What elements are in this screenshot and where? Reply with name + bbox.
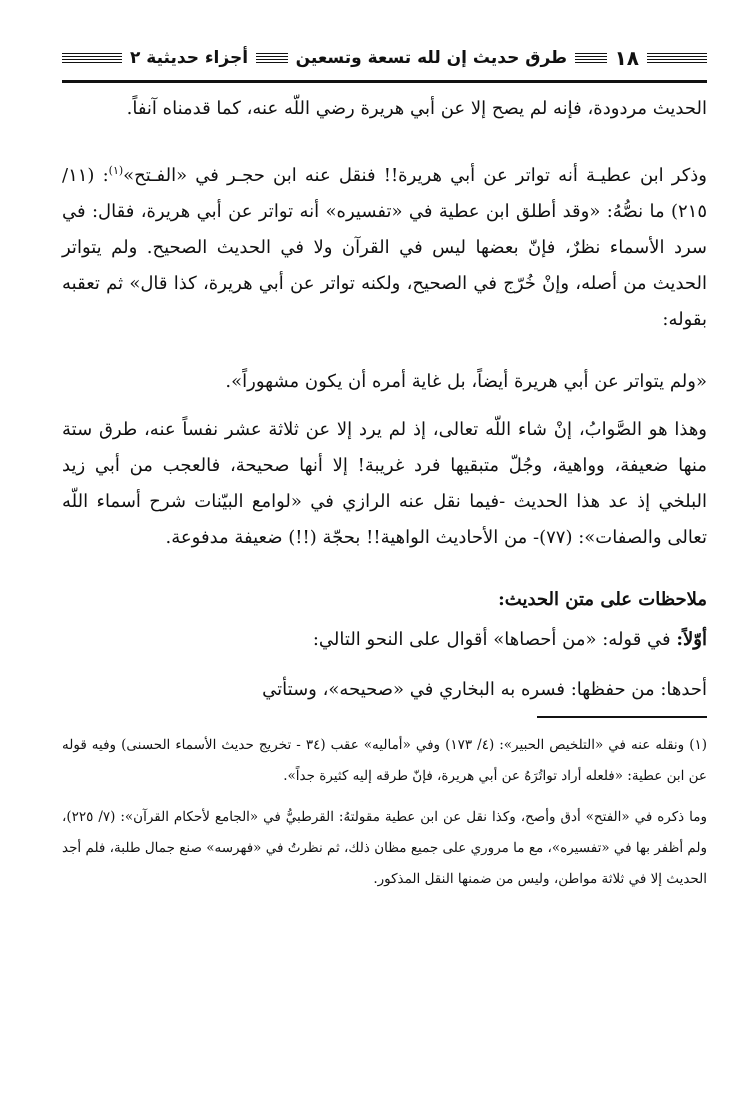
section-heading: ملاحظات على متن الحديث:: [498, 589, 707, 610]
paragraph-2: [62, 153, 707, 338]
running-title: طرق حديث إن لله تسعة وتسعين: [295, 48, 568, 68]
paragraph-5-lead: أوّلاً:: [676, 629, 707, 650]
footnote-continuation: وما ذكره في «الفتح» أدق وأصح، وكذا نقل عن ابن عطية مقولتهُ: القرطبيُّ في «الجامع لأحكام القرآن»: (٧/ ٢٢٥)، ولم أظفر بها في «تفسيره»، مع ما مروري على جميع مظان ذلك، ثم نظرتُ في «فهرسه» صنع جمال طلبة، فلم أجد الحديث إلا في ثلاثة مواطن، وليس من ضمنها النقل المذكور.: [62, 809, 707, 887]
paragraph-4: وهذا هو الصَّوابُ، إنْ شاء اللّه تعالى، إذ لم يرد إلا عن ثلاثة عشر نفساً عنه، طرق ستة منها ضعيفة، وواهية، وجُلّ متبقيها فرد غريبة! إلا أنها صحيحة، فالعجب من أبي زيد البلخي إذ عد هذا الحديث -فيما نقل عنه الرازي في «لوامع البيّنات شرح أسماء اللّه تعالى والصفات»: (٧٧)- من الأحاديث الواهية!! بحجّة (!!) ضعيفة مدفوعة.: [62, 419, 707, 548]
paragraph-6: أحدها: من حفظها: فسره به البخاري في «صحيحه»، وستأتي: [262, 679, 707, 700]
paragraph-5: [62, 622, 707, 658]
footnotes: [62, 730, 707, 895]
page-number: ١٨: [614, 46, 639, 70]
paragraph-2-start: وذكر ابن عطيـة أنه تواتر عن أبي هريرة!! فنقل عنه ابن حجـر في «الفـتح»: [123, 165, 707, 186]
running-header: [62, 40, 707, 83]
header-rule-middle-left: [256, 53, 288, 63]
paragraph-5-rest: في قوله: «من أحصاها» أقوال على النحو التالي:: [312, 629, 677, 650]
header-rule-middle-right: [575, 53, 607, 63]
header-rule-left: [62, 53, 122, 63]
series-title: أجزاء حديثية ٢: [130, 48, 249, 68]
quotation: «ولم يتواتر عن أبي هريرة أيضاً، بل غاية أمره أن يكون مشهوراً».: [225, 371, 707, 392]
paragraph-1: الحديث مردودة، فإنه لم يصح إلا عن أبي هريرة رضي اللّه عنه، كما قدمناه آنفاً.: [126, 98, 707, 119]
header-rule-right: [647, 53, 707, 63]
paragraph-2-rest: : (١١/ ٢١٥) ما نصُّهُ: «وقد أطلق ابن عطية في «تفسيره» أنه تواتر عن أبي هريرة، فقال: في سرد الأسماء نظرٌ، فإنّ بعضها ليس في القرآن ولا في الحديث الصحيح. ولم يتواتر الحديث من أصله، وإنْ خُرّج في الصحيح، ولكنه تواتر عن أبي هريرة، كذا قال» ثم تعقبه بقوله:: [62, 165, 707, 330]
footnote-reference-1[interactable]: (١): [108, 164, 124, 177]
footnote-separator: [537, 716, 707, 718]
book-page: [62, 40, 707, 905]
main-text: [62, 91, 707, 708]
footnote-1: (١) ونقله عنه في «التلخيص الحبير»: (٤/ ١٧٣) وفي «أماليه» عقب (٣٤ - تخريج حديث الأسماء الحسنى) وفيه قوله عن ابن عطية: «فلعله أراد تواتُرَهُ عن أبي هريرة، فإنّ طرقه إليه كثيرة جداً».: [62, 737, 708, 784]
